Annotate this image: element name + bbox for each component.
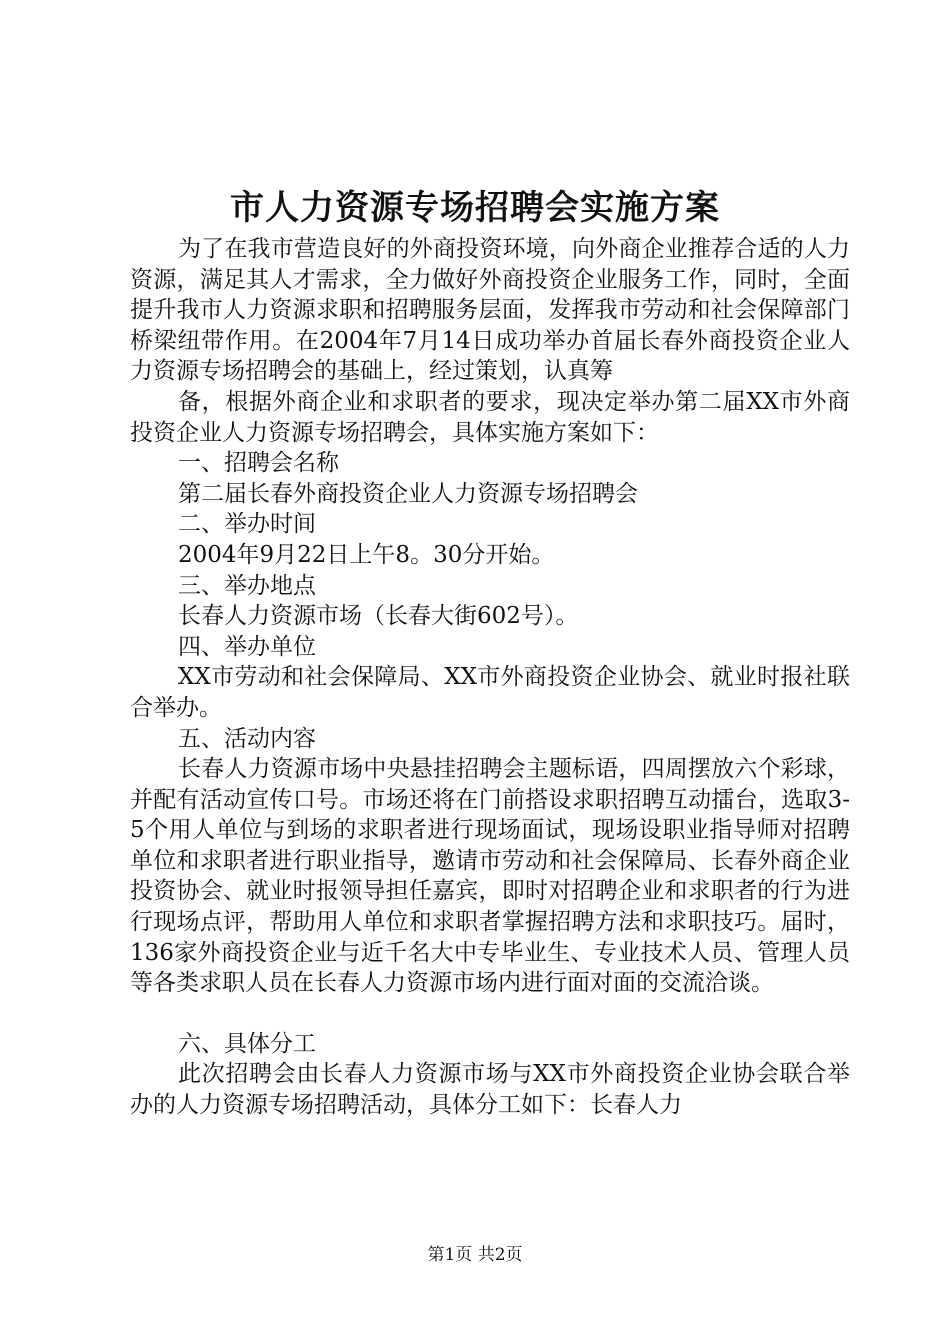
section-heading-location: 三、举办地点 bbox=[178, 572, 316, 599]
section-heading-name: 一、招聘会名称 bbox=[178, 450, 339, 477]
paragraph-name: 第二届长春外商投资企业人力资源专场招聘会 bbox=[178, 480, 638, 507]
section-heading-division: 六、具体分工 bbox=[178, 1030, 316, 1057]
document-title: 市人力资源专场招聘会实施方案 bbox=[230, 188, 720, 228]
paragraph-division: 此次招聘会由长春人力资源市场与XX市外商投资企业协会联合举办的人力资源专场招聘活动，具体分工如下：长春人力 bbox=[130, 1061, 850, 1119]
page-footer: 第1页 共2页 bbox=[427, 1245, 523, 1265]
paragraph-intro-cont: 备，根据外商企业和求职者的要求，现决定举办第二届XX市外商投资企业人力资源专场招聘会，具体实施方案如下： bbox=[130, 388, 850, 446]
paragraph-time: 2004年9月22日上午8。30分开始。 bbox=[178, 541, 555, 568]
section-heading-activities: 五、活动内容 bbox=[178, 725, 316, 752]
document-body bbox=[130, 234, 850, 1121]
section-heading-organizers: 四、举办单位 bbox=[178, 633, 316, 660]
paragraph-intro: 为了在我市营造良好的外商投资环境，向外商企业推荐合适的人力资源，满足其人才需求，全力做好外商投资企业服务工作，同时，全面提升我市人力资源求职和招聘服务层面，发挥我市劳动和社会保障部门桥梁纽带作用。在2004年7月14日成功举办首届长春外商投资企业人力资源专场招聘会的基础上，经过策划，认真筹 bbox=[130, 236, 850, 385]
section-heading-time: 二、举办时间 bbox=[178, 511, 316, 538]
paragraph-spacer bbox=[130, 999, 850, 1029]
paragraph-activities: 长春人力资源市场中央悬挂招聘会主题标语，四周摆放六个彩球，并配有活动宣传口号。市场还将在门前搭设求职招聘互动擂台，选取3-5个用人单位与到场的求职者进行现场面试，现场设职业指导师对招聘单位和求职者进行职业指导，邀请市劳动和社会保障局、长春外商企业投资协会、就业时报领导担任嘉宾，即时对招聘企业和求职者的行为进行现场点评，帮助用人单位和求职者掌握招聘方法和求职技巧。届时，136家外商投资企业与近千名大中专毕业生、专业技术人员、管理人员等各类求职人员在长春人力资源市场内进行面对面的交流洽谈。 bbox=[130, 756, 850, 997]
paragraph-organizers: XX市劳动和社会保障局、XX市外商投资企业协会、就业时报社联合举办。 bbox=[130, 664, 850, 721]
paragraph-location: 长春人力资源市场（长春大街602号）。 bbox=[178, 603, 579, 630]
